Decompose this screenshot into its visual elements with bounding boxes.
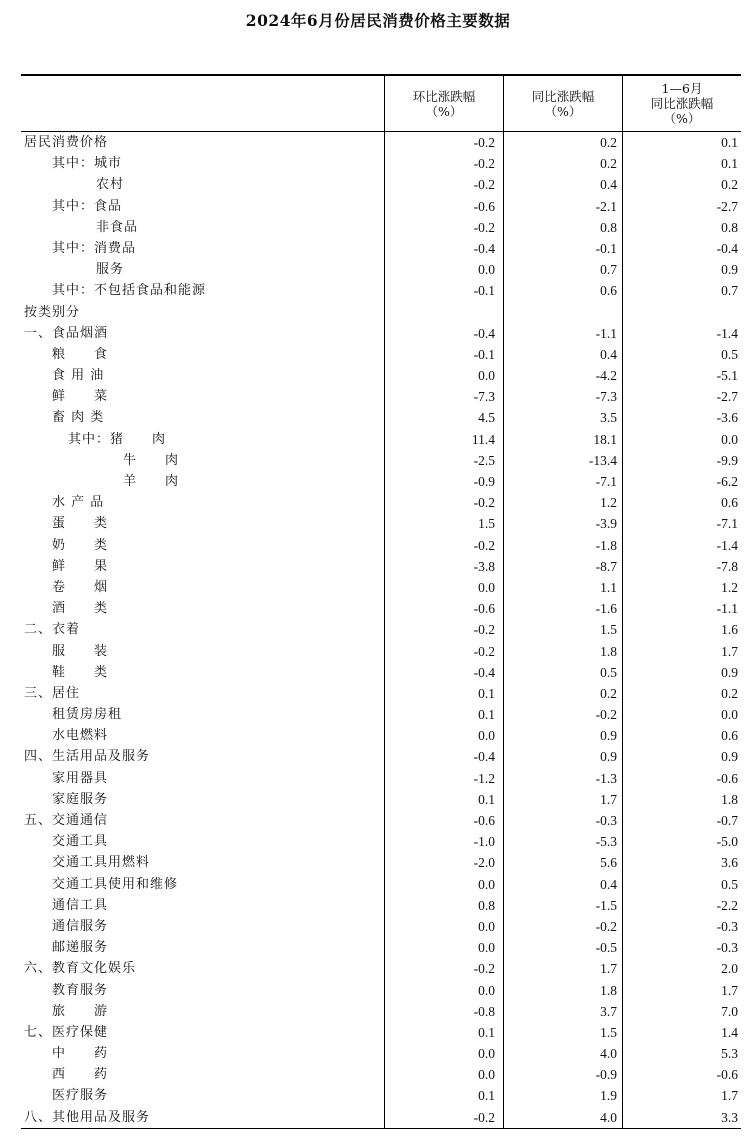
value-mom: 0.0: [478, 579, 495, 595]
value-ytd: -0.6: [716, 770, 738, 786]
value-ytd: -9.9: [716, 452, 738, 468]
value-ytd: 0.9: [721, 262, 738, 278]
header-yoy: [504, 76, 622, 131]
row-label: 服 装: [52, 643, 109, 659]
value-ytd: -3.6: [716, 410, 738, 426]
value-yoy: 0.8: [600, 219, 617, 235]
value-ytd: 1.8: [721, 791, 738, 807]
table-row: [21, 831, 741, 852]
row-label: 居民消费价格: [24, 135, 109, 150]
value-yoy: -3.9: [595, 516, 617, 532]
value-yoy: -7.3: [595, 389, 617, 405]
value-mom: 4.5: [478, 410, 495, 426]
value-yoy: -1.6: [595, 601, 617, 617]
row-label: 旅 游: [52, 1003, 109, 1019]
table-row: [21, 471, 741, 492]
table-row: [21, 1107, 741, 1128]
value-mom: 0.0: [478, 982, 495, 998]
value-ytd: 0.0: [721, 431, 738, 447]
value-mom: 0.0: [478, 940, 495, 956]
table-row: [21, 153, 741, 174]
row-label: 八、其他用品及服务: [24, 1109, 151, 1125]
value-mom: -0.6: [473, 198, 495, 214]
value-yoy: 1.2: [600, 495, 617, 511]
value-ytd: 3.3: [721, 1109, 738, 1125]
value-yoy: -1.5: [595, 897, 617, 913]
table-row: [21, 810, 741, 831]
row-label: 食 用 油: [52, 368, 105, 384]
value-ytd: 1.2: [721, 579, 738, 595]
row-label: 其中：猪 肉: [68, 431, 167, 447]
value-ytd: -0.3: [716, 940, 738, 956]
value-ytd: 1.6: [721, 622, 738, 638]
row-label: 家庭服务: [52, 791, 109, 807]
value-mom: -0.1: [473, 283, 495, 299]
value-mom: -0.6: [473, 813, 495, 828]
value-mom: 0.0: [478, 368, 495, 384]
value-yoy: -1.1: [595, 325, 617, 341]
value-ytd: 0.6: [721, 495, 738, 511]
value-yoy: 0.7: [600, 262, 617, 278]
value-ytd: -5.0: [716, 834, 738, 850]
table-row: [21, 492, 741, 513]
table-row: [21, 174, 741, 195]
value-ytd: -1.4: [716, 325, 738, 341]
value-ytd: 0.1: [721, 156, 738, 172]
table-row: [21, 577, 741, 598]
value-ytd: -0.4: [716, 240, 738, 256]
table-row: [21, 450, 741, 471]
column-divider: [503, 76, 504, 1128]
value-yoy: 3.7: [600, 1003, 617, 1019]
value-ytd: -2.2: [716, 897, 738, 913]
row-label: 四、生活用品及服务: [24, 749, 151, 765]
value-ytd: 0.7: [721, 283, 738, 299]
row-label: 家用器具: [52, 770, 109, 786]
value-yoy: 0.4: [600, 876, 617, 892]
value-ytd: 5.3: [721, 1046, 738, 1062]
value-mom: -0.4: [473, 240, 495, 256]
value-ytd: -0.3: [716, 918, 738, 934]
row-label: 奶 类: [52, 537, 109, 553]
row-label: 畜 肉 类: [52, 410, 105, 426]
value-ytd: 0.1: [721, 135, 738, 150]
value-ytd: 1.7: [721, 1088, 738, 1104]
value-mom: -0.2: [473, 495, 495, 511]
row-label: 二、衣着: [24, 622, 81, 638]
value-yoy: 4.0: [600, 1109, 617, 1125]
value-ytd: -6.2: [716, 474, 738, 489]
row-label: 其中：不包括食品和能源: [52, 283, 207, 299]
value-yoy: -0.3: [595, 813, 617, 828]
value-ytd: 7.0: [721, 1003, 738, 1019]
value-mom: -7.3: [473, 389, 495, 405]
table-row: [21, 344, 741, 365]
value-yoy: -4.2: [595, 368, 617, 384]
value-mom: -0.2: [473, 643, 495, 659]
row-label: 卷 烟: [52, 579, 109, 595]
table-row: [21, 259, 741, 280]
value-mom: 0.0: [478, 876, 495, 892]
value-ytd: 1.7: [721, 982, 738, 998]
value-mom: 11.4: [471, 431, 495, 447]
row-label: 七、医疗保健: [24, 1024, 109, 1040]
row-label: 医疗服务: [52, 1088, 109, 1104]
table-row: [21, 683, 741, 704]
value-ytd: -7.8: [716, 558, 738, 574]
value-mom: 1.5: [478, 516, 495, 532]
value-mom: -0.2: [473, 177, 495, 193]
value-mom: 0.8: [478, 897, 495, 913]
value-mom: 0.0: [478, 1067, 495, 1083]
value-mom: -0.2: [473, 537, 495, 553]
value-ytd: 0.2: [721, 685, 738, 701]
row-label: 羊 肉: [123, 474, 180, 489]
table-row: [21, 980, 741, 1001]
table-row: [21, 429, 741, 450]
value-yoy: 5.6: [600, 855, 617, 871]
table-row: [21, 768, 741, 789]
value-yoy: -5.3: [595, 834, 617, 850]
value-ytd: 1.7: [721, 643, 738, 659]
row-label: 鲜 果: [52, 558, 109, 574]
value-ytd: 0.9: [721, 664, 738, 680]
row-label: 其中：消费品: [52, 240, 137, 256]
value-yoy: 0.6: [600, 283, 617, 299]
value-ytd: 2.0: [721, 961, 738, 977]
value-yoy: 3.5: [600, 410, 617, 426]
value-yoy: -7.1: [595, 474, 617, 489]
row-label: 交通工具使用和维修: [52, 876, 179, 892]
column-divider: [622, 76, 623, 1128]
table-row: [21, 746, 741, 767]
table-row: [21, 386, 741, 407]
row-label: 水电燃料: [52, 728, 109, 744]
value-mom: -0.4: [473, 749, 495, 765]
row-label: 通信服务: [52, 918, 109, 934]
table-row: [21, 874, 741, 895]
table-row: [21, 789, 741, 810]
value-yoy: -13.4: [588, 452, 617, 468]
value-mom: -2.5: [473, 452, 495, 468]
value-yoy: 1.1: [600, 579, 617, 595]
table-row: [21, 619, 741, 640]
value-ytd: -0.7: [716, 813, 738, 828]
row-label: 三、居住: [24, 685, 81, 701]
table-row: [21, 217, 741, 238]
table-row: [21, 725, 741, 746]
value-mom: -0.2: [473, 622, 495, 638]
value-mom: 0.0: [478, 918, 495, 934]
row-label: 酒 类: [52, 601, 109, 617]
value-mom: 0.1: [478, 1024, 495, 1040]
row-label: 按类别分: [24, 304, 81, 320]
value-yoy: -0.5: [595, 940, 617, 956]
row-label: 农村: [96, 177, 125, 193]
table-row: [21, 958, 741, 979]
value-mom: -2.0: [473, 855, 495, 871]
table-row: [21, 641, 741, 662]
value-yoy: 1.7: [600, 961, 617, 977]
table-row: [21, 895, 741, 916]
value-yoy: 1.8: [600, 982, 617, 998]
table-row: [21, 1085, 741, 1106]
header-ytd-unit: （%）: [663, 111, 701, 126]
value-mom: -0.2: [473, 219, 495, 235]
value-yoy: 0.2: [600, 685, 617, 701]
value-mom: -0.4: [473, 664, 495, 680]
table-row: [21, 937, 741, 958]
table-body: [21, 132, 741, 1128]
value-ytd: -5.1: [716, 368, 738, 384]
row-label: 其中：食品: [52, 198, 123, 214]
value-mom: -0.8: [473, 1003, 495, 1019]
cpi-table: [21, 74, 741, 1129]
value-mom: -0.6: [473, 601, 495, 617]
table-row: [21, 1022, 741, 1043]
value-yoy: -1.8: [595, 537, 617, 553]
row-label: 交通工具用燃料: [52, 855, 151, 871]
table-row: [21, 280, 741, 301]
value-ytd: 0.5: [721, 876, 738, 892]
row-label: 教育服务: [52, 982, 109, 998]
row-label: 六、教育文化娱乐: [24, 961, 137, 977]
value-mom: -0.1: [473, 346, 495, 362]
row-label: 其中：城市: [52, 156, 123, 172]
table-row: [21, 323, 741, 344]
page-title: 2024年6月份居民消费价格主要数据: [245, 11, 511, 30]
value-ytd: 0.6: [721, 728, 738, 744]
row-label: 租赁房房租: [52, 707, 123, 723]
table-row: [21, 556, 741, 577]
value-yoy: 1.5: [600, 622, 617, 638]
table-row: [21, 1001, 741, 1022]
value-yoy: 0.4: [600, 177, 617, 193]
row-label: 邮递服务: [52, 940, 109, 956]
table-row: [21, 196, 741, 217]
row-label: 通信工具: [52, 897, 109, 913]
value-mom: -0.9: [473, 474, 495, 489]
row-label: 交通工具: [52, 834, 109, 850]
value-ytd: 0.9: [721, 749, 738, 765]
table-row: [21, 365, 741, 386]
value-mom: 0.0: [478, 728, 495, 744]
row-label: 中 药: [52, 1046, 109, 1062]
value-yoy: 1.8: [600, 643, 617, 659]
value-yoy: -1.3: [595, 770, 617, 786]
value-ytd: -1.1: [716, 601, 738, 617]
value-yoy: 0.2: [600, 135, 617, 150]
value-ytd: -2.7: [716, 389, 738, 405]
header-ytd: [623, 76, 741, 131]
value-mom: -0.4: [473, 325, 495, 341]
header-mom: [385, 76, 503, 131]
value-mom: 0.0: [478, 1046, 495, 1062]
table-row: [21, 704, 741, 725]
value-ytd: 0.8: [721, 219, 738, 235]
value-yoy: -2.1: [595, 198, 617, 214]
value-mom: -0.2: [473, 135, 495, 150]
value-ytd: 0.2: [721, 177, 738, 193]
value-yoy: 1.5: [600, 1024, 617, 1040]
header-mom-label: 环比涨跌幅: [412, 88, 476, 104]
value-ytd: 3.6: [721, 855, 738, 871]
value-ytd: 0.5: [721, 346, 738, 362]
row-label: 服务: [96, 262, 125, 278]
table-row: [21, 407, 741, 428]
value-mom: -0.2: [473, 156, 495, 172]
table-row: [21, 535, 741, 556]
value-yoy: 0.4: [600, 346, 617, 362]
value-mom: -0.2: [473, 961, 495, 977]
table-row: [21, 662, 741, 683]
row-label: 鞋 类: [52, 664, 109, 680]
header-yoy-label: 同比涨跌幅: [531, 88, 595, 104]
value-ytd: -0.6: [716, 1067, 738, 1083]
header-ytd-period: 1—6月: [661, 81, 703, 96]
value-mom: -0.2: [473, 1109, 495, 1125]
value-yoy: -0.2: [595, 918, 617, 934]
value-mom: 0.1: [478, 685, 495, 701]
value-ytd: 0.0: [721, 707, 738, 723]
row-label: 粮 食: [52, 346, 109, 362]
row-label: 蛋 类: [52, 516, 109, 532]
value-yoy: -0.2: [595, 707, 617, 723]
value-yoy: -0.1: [595, 240, 617, 256]
table-header: [21, 76, 741, 132]
value-mom: -3.8: [473, 558, 495, 574]
row-label: 鲜 菜: [52, 389, 109, 405]
table-row: [21, 1064, 741, 1085]
row-label: 一、食品烟酒: [24, 325, 109, 341]
header-yoy-unit: （%）: [544, 103, 582, 119]
value-mom: 0.0: [478, 262, 495, 278]
header-ytd-label: 同比涨跌幅: [650, 96, 714, 111]
value-ytd: 1.4: [721, 1024, 738, 1040]
table-row: [21, 302, 741, 323]
row-label: 非食品: [96, 219, 139, 235]
value-yoy: 0.9: [600, 749, 617, 765]
header-mom-unit: （%）: [425, 103, 463, 119]
value-yoy: 0.5: [600, 664, 617, 680]
value-mom: 0.1: [478, 1088, 495, 1104]
value-yoy: 18.1: [593, 431, 617, 447]
value-ytd: -7.1: [716, 516, 738, 532]
value-yoy: 1.9: [600, 1088, 617, 1104]
table-row: [21, 852, 741, 873]
value-yoy: 0.2: [600, 156, 617, 172]
row-label: 西 药: [52, 1067, 109, 1083]
value-yoy: -8.7: [595, 558, 617, 574]
row-label: 水 产 品: [52, 495, 105, 511]
table-row: [21, 916, 741, 937]
table-row: [21, 132, 741, 153]
value-yoy: -0.9: [595, 1067, 617, 1083]
value-mom: -1.2: [473, 770, 495, 786]
value-yoy: 0.9: [600, 728, 617, 744]
table-row: [21, 238, 741, 259]
value-mom: 0.1: [478, 707, 495, 723]
value-ytd: -1.4: [716, 537, 738, 553]
value-yoy: 4.0: [600, 1046, 617, 1062]
value-yoy: 1.7: [600, 791, 617, 807]
row-label: 牛 肉: [123, 452, 180, 468]
value-mom: 0.1: [478, 791, 495, 807]
value-mom: -1.0: [473, 834, 495, 850]
column-divider: [384, 76, 385, 1128]
table-row: [21, 598, 741, 619]
table-row: [21, 513, 741, 534]
row-label: 五、交通通信: [24, 813, 109, 828]
table-row: [21, 1043, 741, 1064]
value-ytd: -2.7: [716, 198, 738, 214]
